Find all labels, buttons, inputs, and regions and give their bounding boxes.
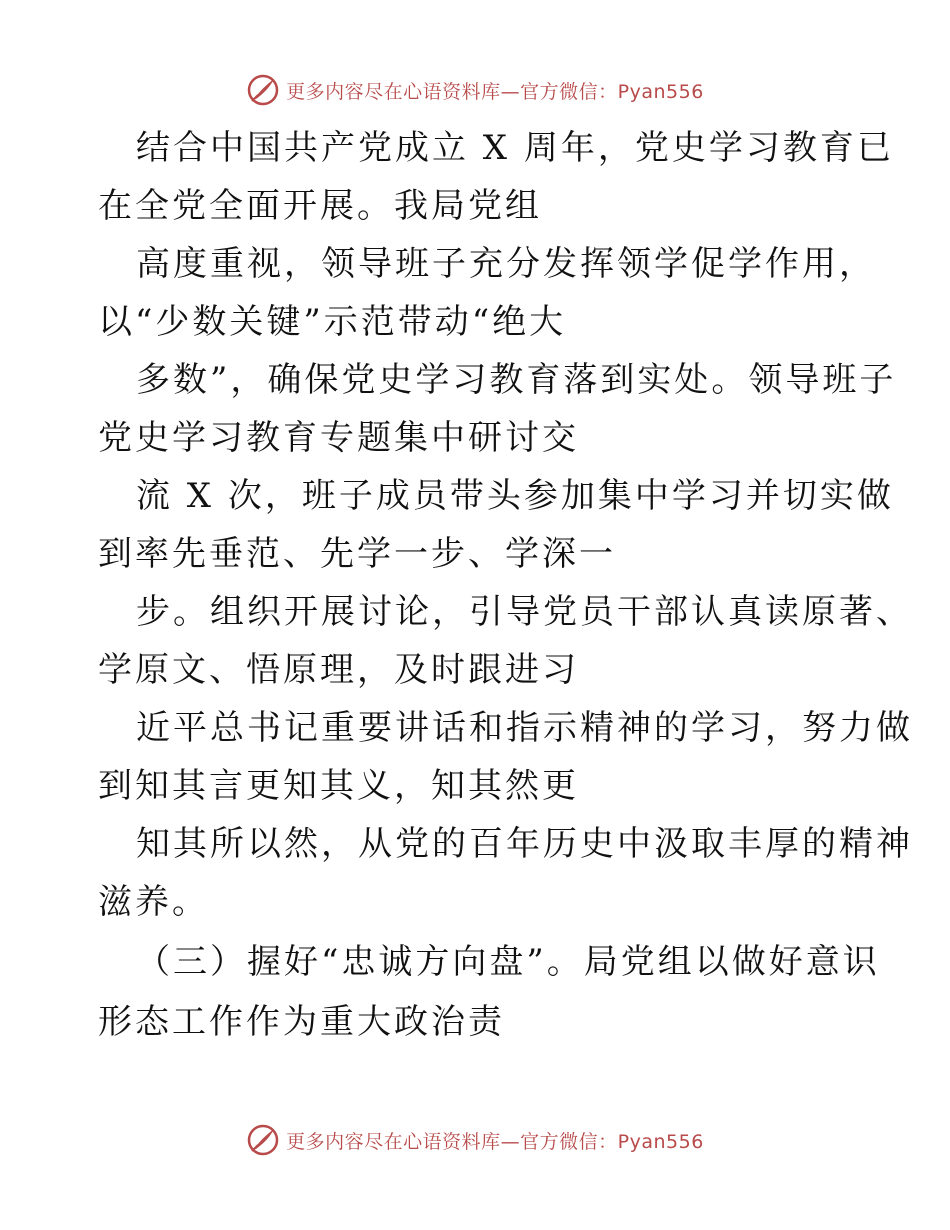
text-line: 以“少数关键”示范带动“绝大 [98,302,567,342]
watermark-text: 更多内容尽在心语资料库—官方微信：Pyan556 [286,80,704,103]
text-line: 高度重视，领导班子充分发挥领学促学作用， [136,244,876,284]
text-line: 结合中国共产党成立 X 周年，党史学习教育已 [136,128,894,168]
text-line: 学原文、悟原理，及时跟进习 [98,650,579,690]
text-line: 到知其言更知其义，知其然更 [98,766,579,806]
text-line: 到率先垂范、先学一步、学深一 [98,534,616,574]
feather-pen-seal-icon [246,1123,280,1157]
text-line: 知其所以然，从党的百年历史中汲取丰厚的精神 [136,824,913,864]
text-line: 近平总书记重要讲话和指示精神的学习，努力做 [136,708,913,748]
text-line: 多数”，确保党史学习教育落到实处。领导班子 [136,360,897,400]
footer-watermark [0,1122,950,1158]
text-line: 在全党全面开展。我局党组 [98,186,542,226]
text-line: （三）握好“忠诚方向盘”。局党组以做好意识 [136,942,880,982]
text-line: 流 X 次，班子成员带头参加集中学习并切实做 [136,476,894,516]
text-line: 形态工作作为重大政治责 [98,1002,505,1042]
text-line: 滋养。 [98,882,209,922]
text-line: 党史学习教育专题集中研讨交 [98,418,579,458]
watermark-text: 更多内容尽在心语资料库—官方微信：Pyan556 [286,1130,704,1153]
text-line: 步。组织开展讨论，引导党员干部认真读原著、 [136,592,913,632]
